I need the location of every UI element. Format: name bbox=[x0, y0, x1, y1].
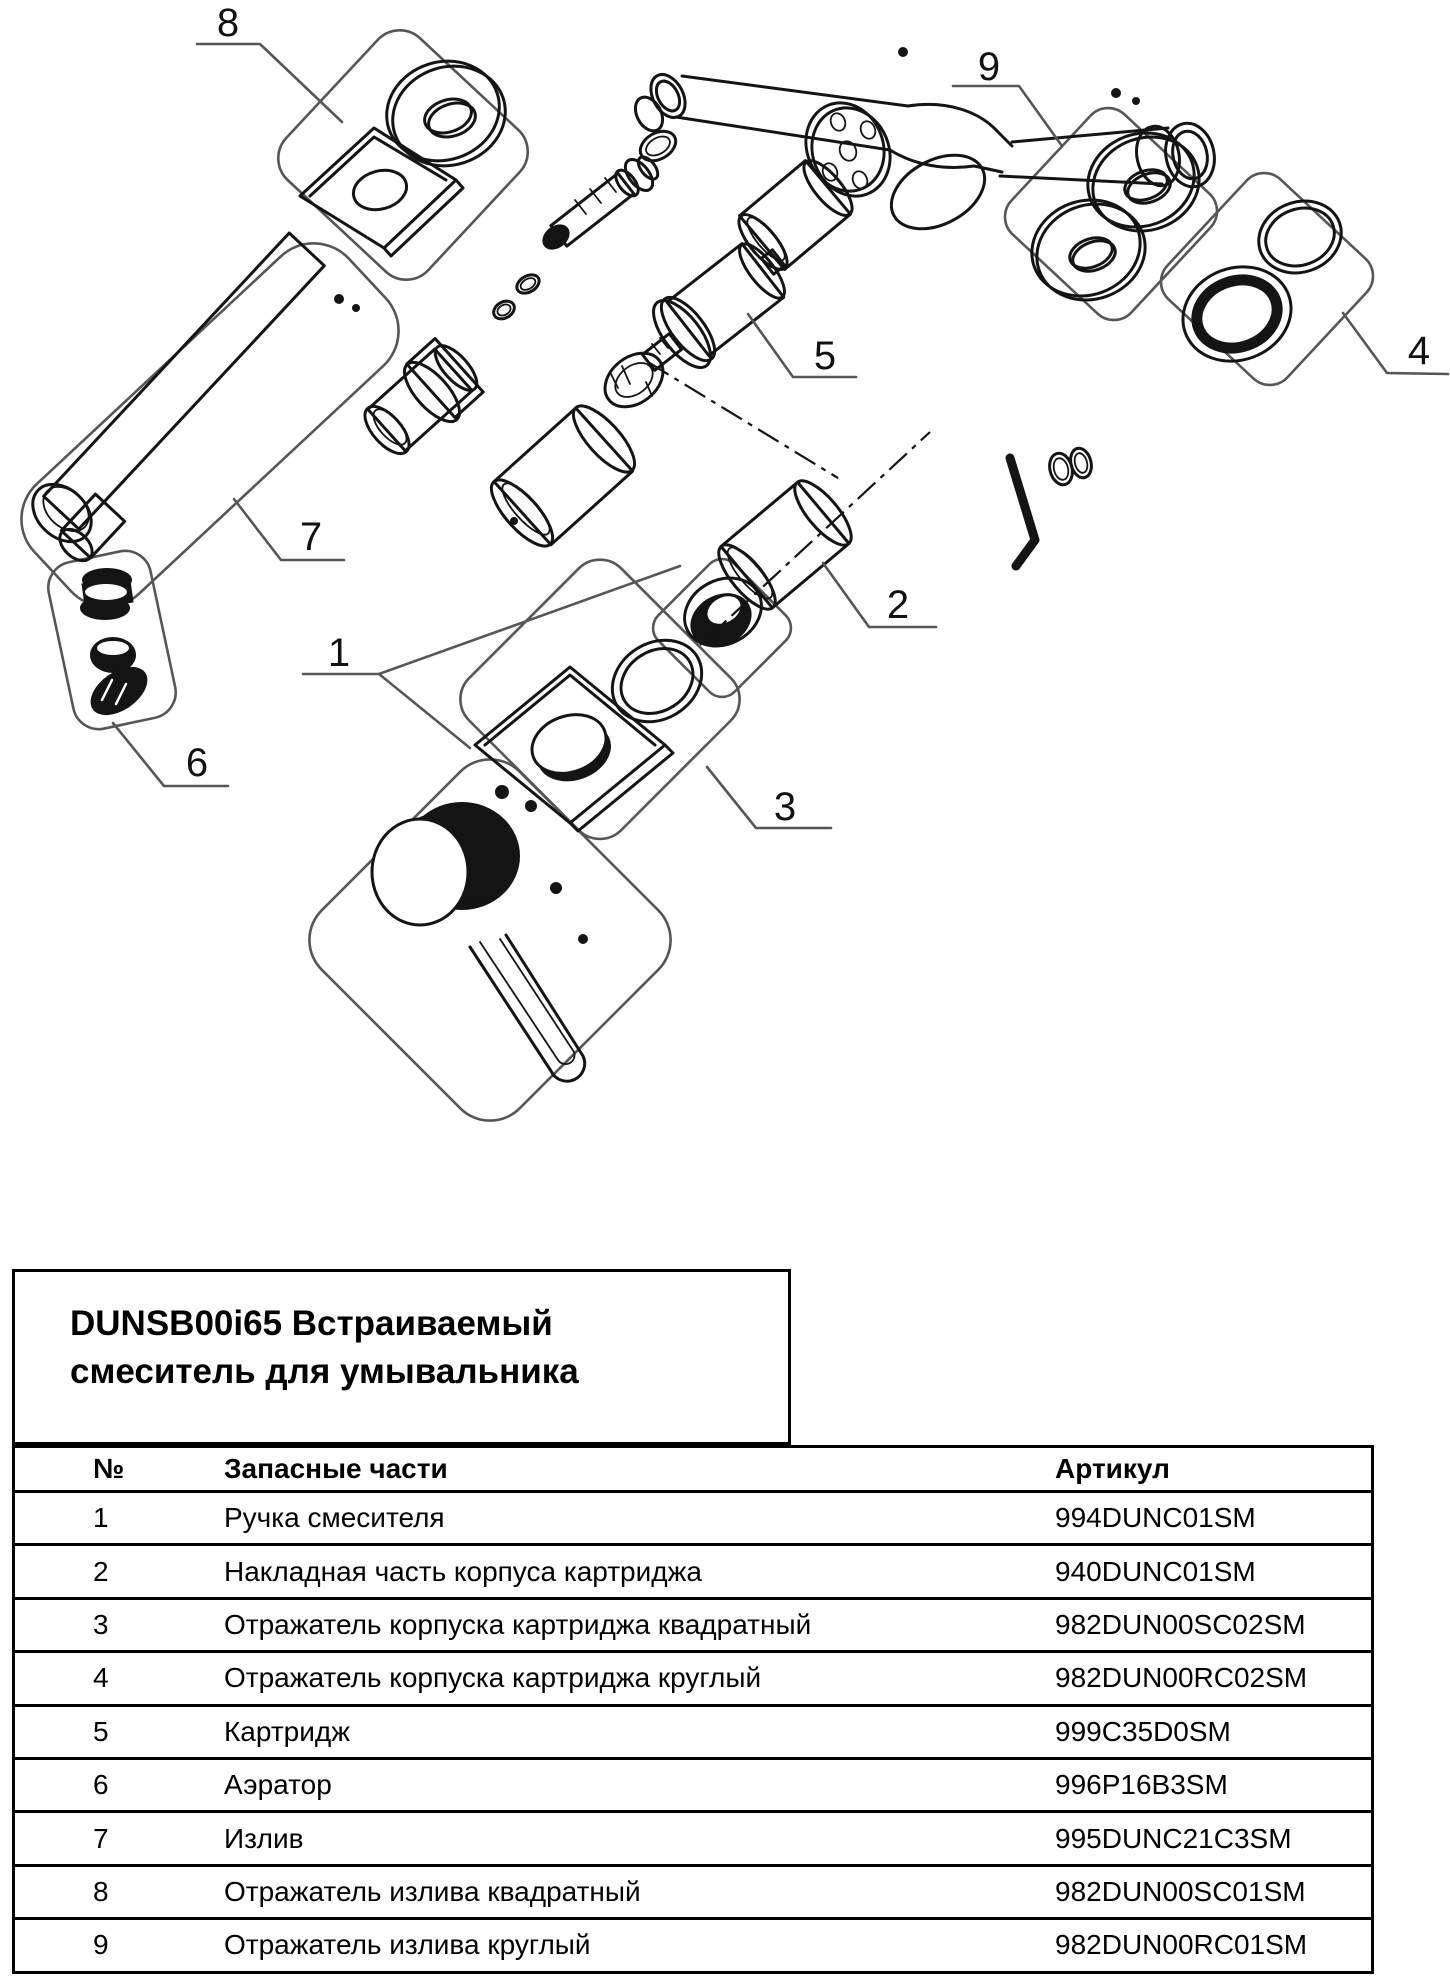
group-panels bbox=[2, 18, 1383, 1138]
callout-9: 9 bbox=[977, 45, 1001, 89]
header-name: Запасные части bbox=[224, 1453, 448, 1484]
table-row bbox=[15, 1543, 1371, 1596]
part-spout-escutcheon-square bbox=[300, 47, 518, 256]
cell-sku: 982DUN00RC02SM bbox=[1055, 1662, 1308, 1694]
parts-table bbox=[12, 1445, 1374, 1974]
part-mixer-handle bbox=[372, 785, 588, 1081]
callout-3: 3 bbox=[773, 785, 797, 829]
cell-sku: 995DUNC21C3SM bbox=[1055, 1822, 1292, 1854]
part-spout-escutcheon-round-washers bbox=[1018, 118, 1212, 315]
cell-name: Картридж bbox=[224, 1715, 350, 1747]
table-row bbox=[15, 1864, 1371, 1917]
part-small-o-rings bbox=[490, 125, 680, 322]
part-allen-key bbox=[1010, 446, 1095, 566]
cell-num: 6 bbox=[93, 1769, 109, 1801]
callout-4: 4 bbox=[1407, 329, 1431, 373]
part-faucet-body bbox=[630, 47, 1220, 276]
part-aerator bbox=[80, 568, 156, 725]
cell-sku: 982DUN00SC01SM bbox=[1055, 1875, 1306, 1907]
cell-name: Аэратор bbox=[224, 1769, 332, 1801]
callout-1: 1 bbox=[327, 631, 351, 675]
table-row bbox=[15, 1597, 1371, 1650]
callout-6: 6 bbox=[185, 741, 209, 785]
table-row bbox=[15, 1490, 1371, 1543]
cell-num: 3 bbox=[93, 1608, 109, 1640]
header-num: № bbox=[93, 1453, 125, 1484]
part-threaded-stem bbox=[537, 153, 661, 254]
cell-num: 8 bbox=[93, 1875, 109, 1907]
part-round-seal-rings bbox=[1170, 190, 1352, 376]
cell-sku: 994DUNC01SM bbox=[1055, 1502, 1256, 1534]
callout-7: 7 bbox=[299, 515, 323, 559]
panel-part1 bbox=[292, 742, 688, 1138]
cell-name: Накладная часть корпуса картриджа bbox=[224, 1555, 702, 1587]
cell-name: Отражатель корпуска картриджа квадратный bbox=[224, 1608, 812, 1640]
part-sleeve-cylinder bbox=[482, 397, 644, 555]
panel-part7 bbox=[2, 224, 419, 627]
cell-sku: 996P16B3SM bbox=[1055, 1769, 1228, 1801]
product-title-line2: смеситель для умывальника bbox=[70, 1352, 579, 1391]
cell-num: 2 bbox=[93, 1555, 109, 1587]
cell-name: Отражатель излива квадратный bbox=[224, 1875, 641, 1907]
cell-num: 7 bbox=[93, 1822, 109, 1854]
cell-name: Ручка смесителя bbox=[224, 1502, 445, 1534]
callout-5: 5 bbox=[813, 334, 837, 378]
cell-num: 4 bbox=[93, 1662, 109, 1694]
cell-name: Излив bbox=[224, 1822, 304, 1854]
table-row bbox=[15, 1757, 1371, 1810]
cell-name: Отражатель корпуска картриджа круглый bbox=[224, 1662, 762, 1694]
part-cartridge-escutcheon-square bbox=[475, 624, 717, 831]
table-row bbox=[15, 1917, 1371, 1970]
table-row bbox=[15, 1810, 1371, 1863]
cell-num: 1 bbox=[93, 1502, 109, 1534]
part-stepped-bushing bbox=[357, 339, 483, 461]
table-header-row bbox=[15, 1448, 1371, 1490]
cell-sku: 982DUN00SC02SM bbox=[1055, 1608, 1306, 1640]
panel-part4 bbox=[1151, 163, 1383, 395]
cell-sku: 940DUNC01SM bbox=[1055, 1555, 1256, 1587]
product-title bbox=[12, 1269, 791, 1445]
callouts bbox=[113, 1, 1448, 829]
callout-8: 8 bbox=[216, 1, 240, 45]
cell-num: 9 bbox=[93, 1929, 109, 1961]
table-row bbox=[15, 1650, 1371, 1703]
cell-sku: 999C35D0SM bbox=[1055, 1715, 1231, 1747]
cell-name: Отражатель излива круглый bbox=[224, 1929, 591, 1961]
header-sku: Артикул bbox=[1055, 1453, 1170, 1484]
product-title-line1: DUNSB00i65 Встраиваемый bbox=[70, 1304, 553, 1343]
cell-num: 5 bbox=[93, 1715, 109, 1747]
cell-sku: 982DUN00RC01SM bbox=[1055, 1929, 1308, 1961]
callout-2: 2 bbox=[886, 583, 910, 627]
table-row bbox=[15, 1704, 1371, 1757]
